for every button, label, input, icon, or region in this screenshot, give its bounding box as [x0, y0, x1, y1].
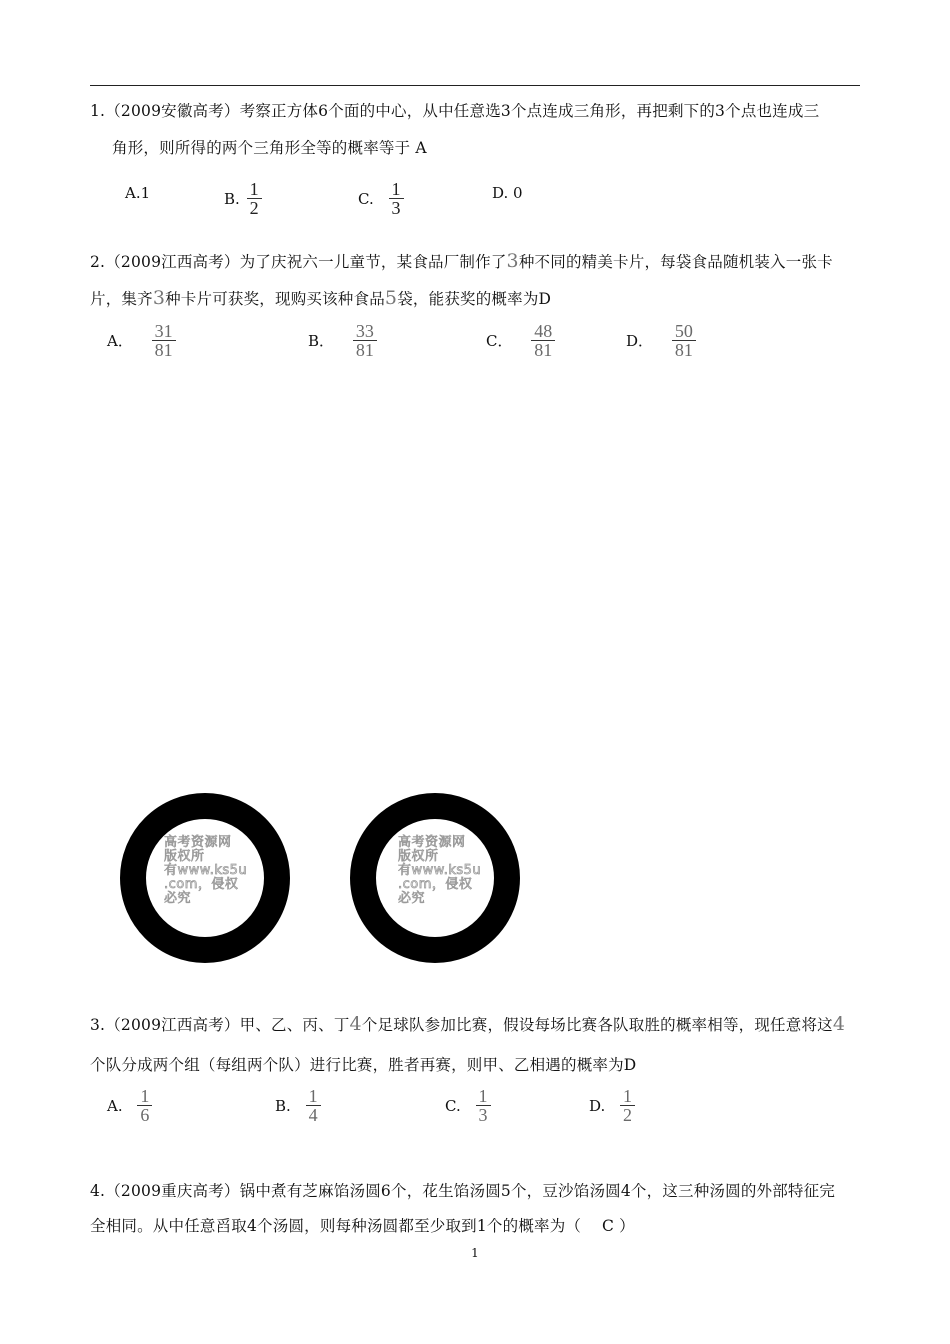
- q1-line1: 1.（2009安徽高考）考察正方体6个面的中心，从中任意选3个点连成三角形，再把剩下的3个点也连成三: [90, 102, 820, 120]
- q3-option-a: A. $\frac{1}{6}$: [107, 1087, 152, 1124]
- q4-line2: 全相同。从中任意舀取4个汤圆，则每种汤圆都至少取到1个的概率为（ C ）: [90, 1217, 635, 1235]
- q2-option-c: C． $\frac{48}{81}$: [486, 322, 555, 359]
- q1-option-b: B. $\frac{1}{2}$: [224, 180, 262, 217]
- q3-line2: 个队分成两个组（每组两个队）进行比赛，胜者再赛，则甲、乙相遇的概率为D: [90, 1056, 637, 1074]
- q1-option-d: D. 0: [492, 184, 523, 202]
- watermark-text-right: 高考资源网 版权所 有www.ks5u .com，侵权 必究: [398, 835, 482, 906]
- q3-option-c: C. $\frac{1}{3}$: [445, 1087, 491, 1124]
- q4-line1: 4.（2009重庆高考）锅中煮有芝麻馅汤圆6个，花生馅汤圆5个，豆沙馅汤圆4个，这三种汤圆的外部特征完: [90, 1182, 836, 1200]
- q2-line1: 2.（2009江西高考）为了庆祝六一儿童节，某食品厂制作了3种不同的精美卡片，每袋食品随机装入一张卡: [90, 250, 833, 272]
- page-number: 1: [471, 1246, 479, 1260]
- q2-option-d: D． $\frac{50}{81}$: [626, 322, 696, 359]
- q3-line1: 3.（2009江西高考）甲、乙、丙、丁4个足球队参加比赛，假设每场比赛各队取胜的概率相等，现任意将这4: [90, 1013, 846, 1035]
- q2-option-a: A． $\frac{31}{81}$: [107, 322, 176, 359]
- header-rule: [90, 85, 860, 86]
- q3-option-d: D. $\frac{1}{2}$: [589, 1087, 635, 1124]
- q1-option-c: C. $\frac{1}{3}$: [358, 180, 404, 217]
- q1-option-a: A.1: [125, 184, 151, 202]
- q1-line2: 角形，则所得的两个三角形全等的概率等于 A: [112, 139, 427, 157]
- q3-option-b: B. $\frac{1}{4}$: [275, 1087, 321, 1124]
- q2-line2: 片，集齐3种卡片可获奖，现购买该种食品5袋，能获奖的概率为D: [90, 287, 552, 309]
- watermark-text-left: 高考资源网 版权所 有www.ks5u .com，侵权 必究: [164, 835, 248, 906]
- q2-option-b: B． $\frac{33}{81}$: [308, 322, 377, 359]
